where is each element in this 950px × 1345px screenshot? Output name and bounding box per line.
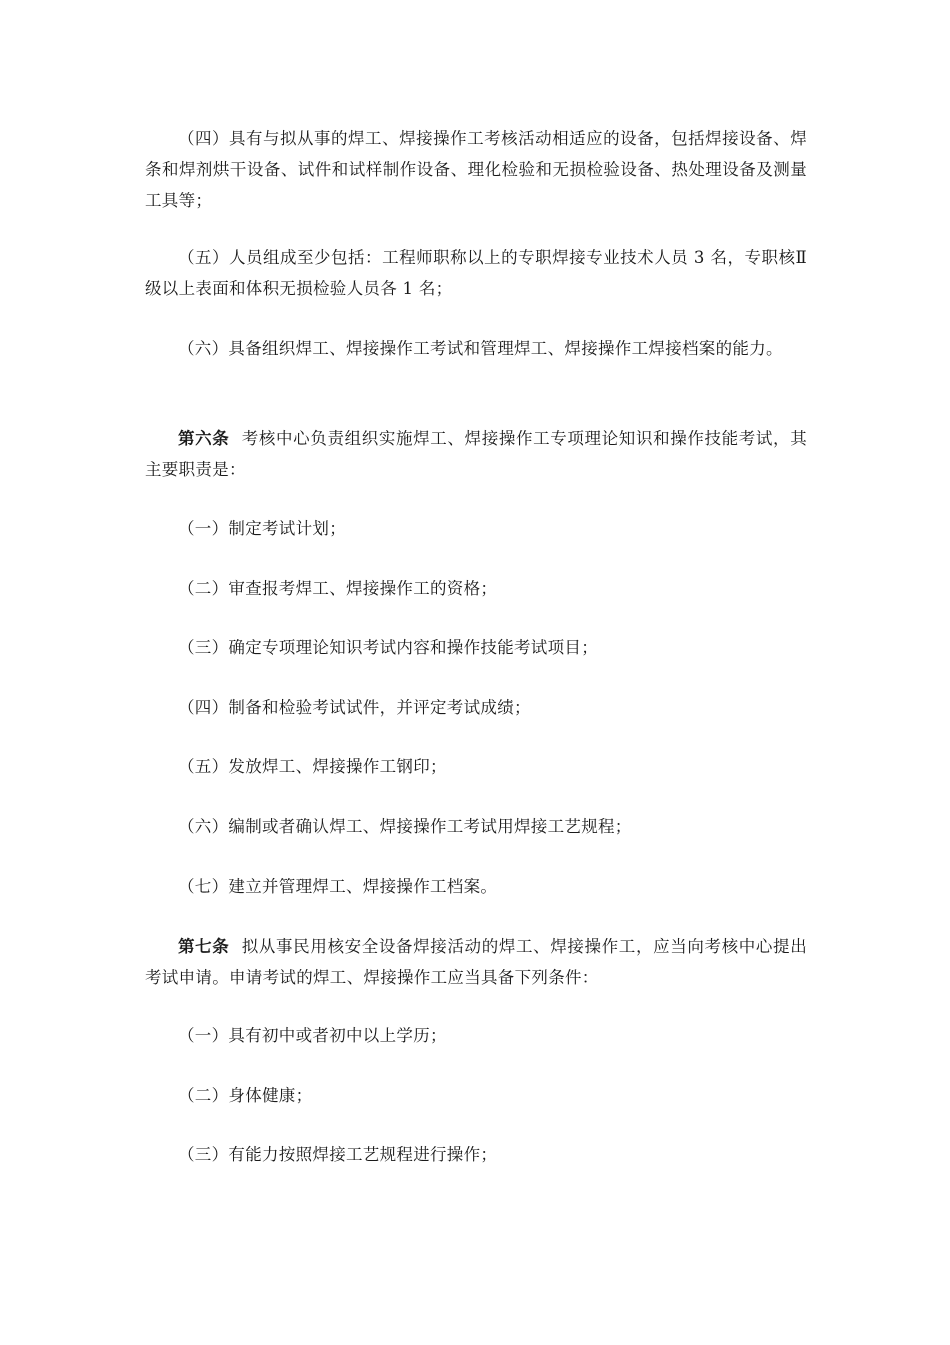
paragraph-item-4: （四）具有与拟从事的焊工、焊接操作工考核活动相适应的设备，包括焊接设备、焊条和焊剂烘干设备、试件和试样制作设备、理化检验和无损检验设备、热处理设备及测量工具等； [145,129,807,210]
article-7-item-3: （三）有能力按照焊接工艺规程进行操作； [178,1145,498,1164]
paragraph-item-5: （五）人员组成至少包括：工程师职称以上的专职焊接专业技术人员 3 名，专职核Ⅱ级以上表面和体积无损检验人员各 1 名； [145,248,807,298]
article-7-paragraph [145,931,807,993]
article-7-title: 第七条 [178,937,230,956]
article-6-item-7: （七）建立并管理焊工、焊接操作工档案。 [178,877,498,896]
paragraph-item-6: （六）具备组织焊工、焊接操作工考试和管理焊工、焊接操作工焊接档案的能力。 [178,339,783,358]
article-6-paragraph [145,423,807,485]
article-6-item-2: （二）审查报考焊工、焊接操作工的资格； [178,579,498,598]
article-7-item-1: （一）具有初中或者初中以上学历； [178,1026,447,1045]
article-7-body: 拟从事民用核安全设备焊接活动的焊工、焊接操作工，应当向考核中心提出考试申请。申请考试的焊工、焊接操作工应当具备下列条件： [145,937,807,987]
article-6-item-3: （三）确定专项理论知识考试内容和操作技能考试项目； [178,638,598,657]
article-6-item-6: （六）编制或者确认焊工、焊接操作工考试用焊接工艺规程； [178,817,632,836]
article-6-item-4: （四）制备和检验考试试件，并评定考试成绩； [178,698,531,717]
article-7-item-2: （二）身体健康； [178,1086,313,1105]
article-6-item-5: （五）发放焊工、焊接操作工钢印； [178,757,447,776]
article-6-item-1: （一）制定考试计划； [178,519,346,538]
article-6-body: 考核中心负责组织实施焊工、焊接操作工专项理论知识和操作技能考试，其主要职责是： [145,429,807,479]
article-6-title: 第六条 [178,429,230,448]
